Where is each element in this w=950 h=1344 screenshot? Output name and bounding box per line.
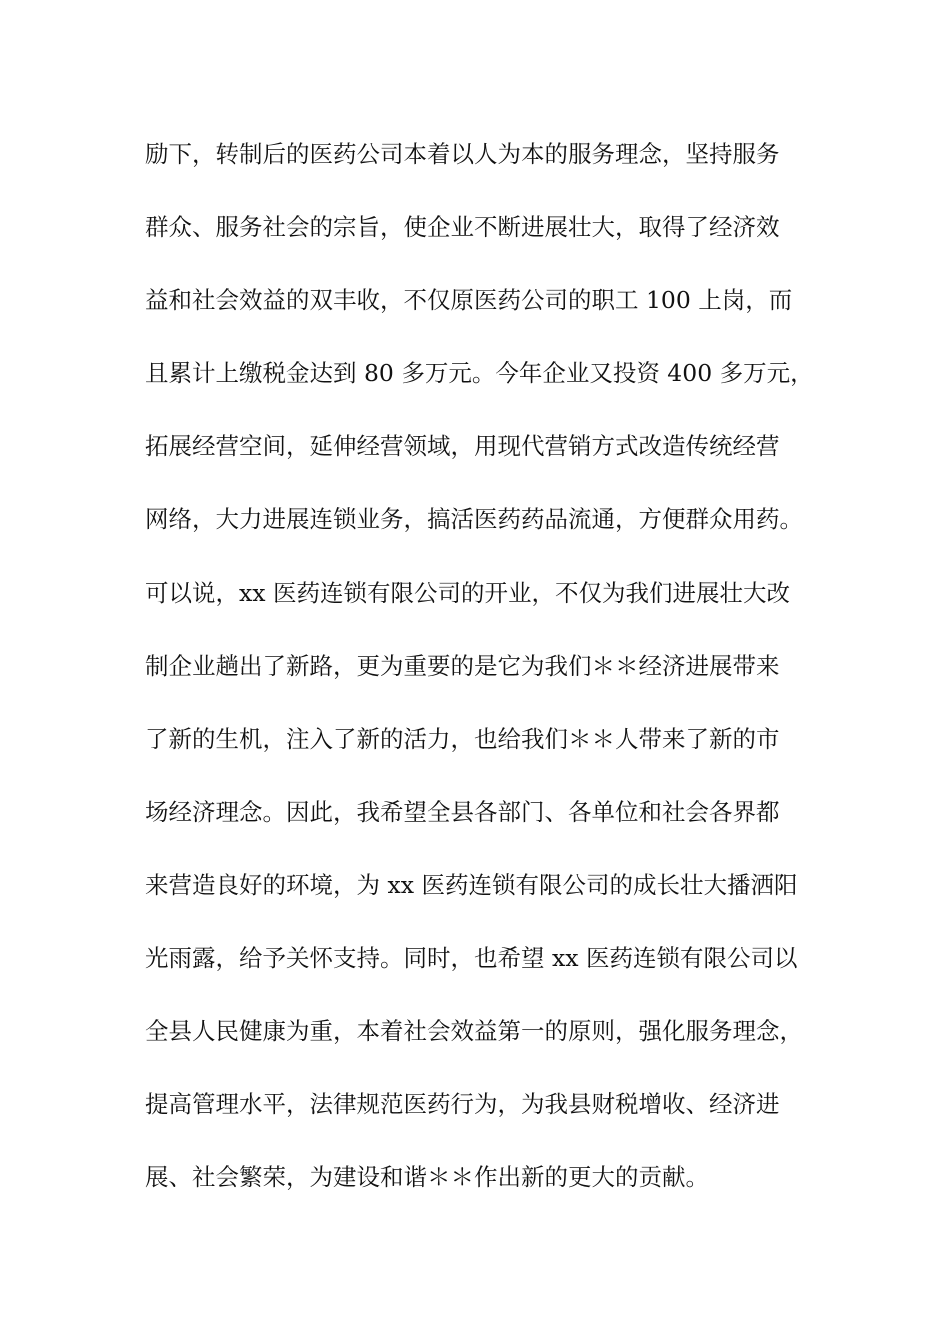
text-line-5: 拓展经营空间，延伸经营领域，用现代营销方式改造传统经营 [145, 432, 780, 461]
text-line-11: 来营造良好的环境，为 xx 医药连锁有限公司的成长壮大播洒阳 [145, 870, 798, 899]
text-line-6: 网络，大力进展连锁业务，搞活医药药品流通，方便群众用药。 [145, 505, 803, 534]
text-line-10: 场经济理念。因此，我希望全县各部门、各单位和社会各界都 [145, 797, 780, 826]
text-line-2: 群众、服务社会的宗旨，使企业不断进展壮大，取得了经济效 [145, 213, 780, 242]
body-paragraph [145, 126, 825, 1222]
text-line-4: 且累计上缴税金达到 80 多万元。今年企业又投资 400 多万元， [145, 359, 814, 388]
text-line-7: 可以说，xx 医药连锁有限公司的开业，不仅为我们进展壮大改 [145, 578, 790, 607]
text-line-13: 全县人民健康为重，本着社会效益第一的原则，强化服务理念， [145, 1017, 803, 1046]
text-line-14: 提高管理水平，法律规范医药行为，为我县财税增收、经济进 [145, 1090, 780, 1119]
text-line-9: 了新的生机，注入了新的活力，也给我们＊＊人带来了新的市 [145, 724, 780, 753]
text-line-15: 展、社会繁荣，为建设和谐＊＊作出新的更大的贡献。 [145, 1163, 709, 1192]
text-line-3: 益和社会效益的双丰收，不仅原医药公司的职工 100 上岗，而 [145, 286, 793, 315]
text-line-12: 光雨露，给予关怀支持。同时，也希望 xx 医药连锁有限公司以 [145, 944, 798, 973]
text-line-1: 励下，转制后的医药公司本着以人为本的服务理念，坚持服务 [145, 140, 780, 168]
text-line-8: 制企业趟出了新路，更为重要的是它为我们＊＊经济进展带来 [145, 651, 780, 680]
